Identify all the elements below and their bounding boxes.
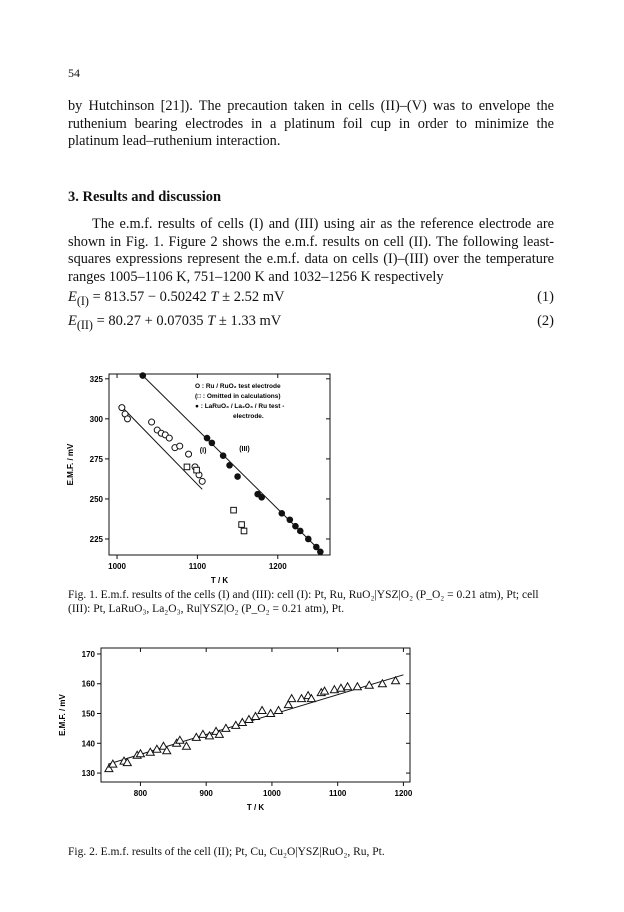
data-point-open-square: [231, 507, 237, 513]
data-point-open-circle: [186, 451, 192, 457]
series-annotation: (I): [199, 447, 207, 455]
data-point-open-square: [194, 467, 200, 473]
data-point-filled-circle: [292, 523, 299, 530]
y-tick-label: 250: [89, 494, 103, 504]
data-point-filled-circle: [209, 440, 216, 447]
intro-paragraph: by Hutchinson [21]). The precaution taken in cells (II)–(V) was to envelope the ruthenium bearing electrodes in a platinum foil cup in order to minimize the platinum lead–ruthenium interaction.: [68, 98, 554, 149]
figure-2-caption: Fig. 2. E.m.f. results of the cell (II); Pt, Cu, Cu₂O|YSZ|RuO₂, Ru, Pt.: [68, 846, 385, 858]
equation-2-tail: ± 1.33 mV: [215, 313, 282, 329]
x-tick-label: 800: [133, 789, 148, 798]
equation-1-rhs: = 813.57 − 0.50242: [88, 289, 211, 305]
equation-2-var: T: [207, 313, 216, 329]
equation-1-number: (1): [537, 289, 554, 305]
legend-entry: (□ : Omitted in calculations): [195, 393, 281, 400]
equation-1-tail: ± 2.52 mV: [218, 289, 285, 305]
equation-1-var: T: [210, 289, 219, 305]
legend-entry: ● : LaRuO₃ / La₂O₃ / Ru test -: [195, 403, 285, 410]
x-axis-label: T / K: [246, 803, 265, 812]
data-point-filled-circle: [297, 528, 304, 535]
y-tick-label: 225: [89, 534, 103, 544]
x-tick-label: 1100: [329, 789, 347, 798]
data-point-open-triangle: [199, 730, 207, 737]
equation-2-sub: (II): [76, 317, 93, 332]
fit-line: [121, 406, 202, 489]
equation-1: [68, 289, 554, 309]
y-tick-label: 160: [81, 679, 95, 689]
data-point-filled-circle: [278, 510, 285, 517]
data-point-open-circle: [166, 435, 172, 441]
data-point-open-circle: [177, 443, 183, 449]
equation-2-number: (2): [537, 313, 554, 329]
data-point-open-square: [184, 464, 190, 470]
data-point-filled-circle: [204, 435, 211, 442]
y-tick-label: 325: [89, 374, 103, 384]
data-point-open-triangle: [344, 683, 352, 690]
data-point-open-square: [241, 528, 247, 534]
x-tick-label: 900: [199, 789, 213, 798]
data-point-filled-circle: [234, 473, 241, 480]
equation-2-rhs: = 80.27 + 0.07035: [92, 313, 208, 329]
data-point-filled-circle: [139, 372, 146, 379]
series-annotation: (III): [239, 445, 250, 453]
legend-entry: O : Ru / RuO₂ test electrode: [195, 383, 281, 390]
equation-1-body: [68, 289, 284, 309]
data-point-filled-circle: [258, 494, 265, 501]
equation-2: [68, 313, 554, 333]
x-tick-label: 1000: [263, 789, 281, 798]
data-point-filled-circle: [305, 536, 312, 543]
data-point-open-circle: [199, 478, 205, 484]
data-point-open-triangle: [267, 710, 275, 717]
x-tick-label: 1200: [394, 789, 413, 798]
data-point-open-circle: [119, 405, 125, 411]
data-point-open-triangle: [258, 707, 266, 714]
x-axis-label: T / K: [210, 576, 229, 585]
figure-1-chart: [0, 360, 624, 590]
page-number: 54: [68, 66, 80, 80]
data-point-open-square: [239, 522, 245, 528]
y-axis-label: E.M.F. / mV: [66, 443, 75, 486]
data-point-filled-circle: [287, 516, 294, 523]
data-point-open-triangle: [288, 695, 296, 702]
data-point-open-triangle: [275, 707, 283, 714]
legend-entry: electrode.: [233, 413, 264, 420]
data-point-open-circle: [124, 416, 130, 422]
x-tick-label: 1000: [108, 562, 126, 571]
y-axis-label: E.M.F. / mV: [58, 694, 67, 736]
results-paragraph: The e.m.f. results of cells (I) and (III) using air as the reference electrode are shown in Fig. 1. Figure 2 shows the e.m.f. results on cell (II). The following least-squares expressions represent the e.m.f. data on cells (I)–(III) over the temperature ranges 1005–1106 K, 751–1200 K and 1032–1256 K respectively: [68, 216, 554, 285]
y-tick-label: 150: [81, 709, 95, 719]
figure-2-chart: [0, 636, 624, 846]
y-tick-label: 170: [81, 649, 95, 659]
data-point-filled-circle: [226, 462, 233, 469]
data-point-filled-circle: [220, 452, 227, 459]
y-tick-label: 140: [81, 739, 95, 749]
figure-1-caption: Fig. 1. E.m.f. results of the cells (I) and (III): cell (I): Pt, Ru, RuO₂|YSZ|O₂ (P_O₂ = 0.21 atm), Pt; cell (III): Pt, LaRuO₃, La₂O₃, Ru|YSZ|O₂ (P_O₂ = 0.21 atm), Pt.: [68, 589, 539, 615]
equation-2-lhs: E: [68, 313, 77, 329]
equation-2-body: [68, 313, 281, 333]
data-point-filled-circle: [317, 548, 324, 555]
y-tick-label: 275: [89, 454, 103, 464]
x-tick-label: 1100: [188, 562, 207, 571]
equation-1-sub: (I): [76, 293, 89, 308]
data-point-open-circle: [149, 419, 155, 425]
y-tick-label: 130: [81, 769, 95, 779]
x-tick-label: 1200: [268, 562, 287, 571]
section-heading: 3. Results and discussion: [68, 189, 222, 205]
data-point-open-triangle: [353, 683, 361, 690]
y-tick-label: 300: [89, 414, 103, 424]
equation-1-lhs: E: [68, 289, 77, 305]
